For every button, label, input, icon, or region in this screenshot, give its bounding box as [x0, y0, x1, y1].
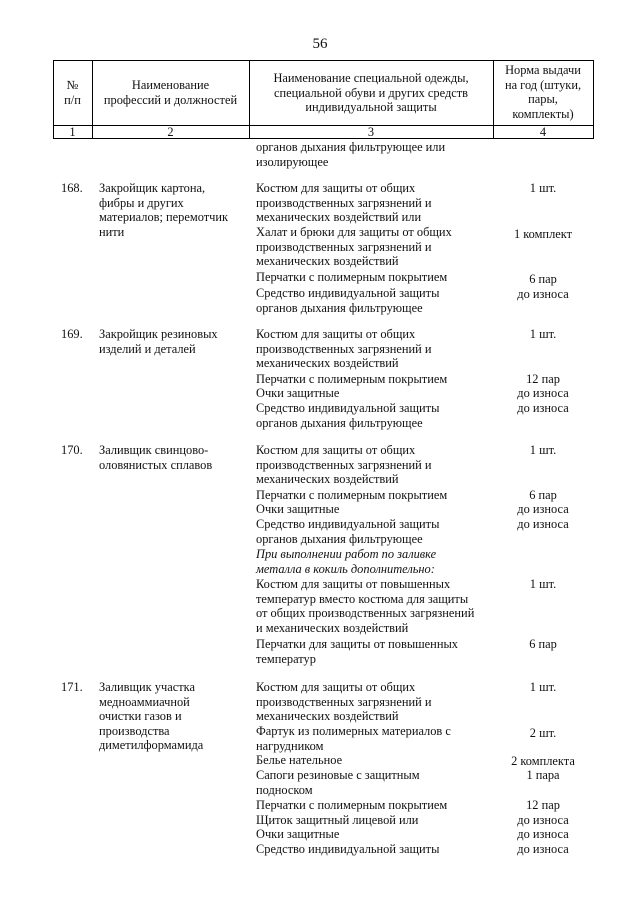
col-number-3: 3	[367, 125, 375, 139]
entry-norm: 12 пар	[526, 372, 560, 386]
entry-norm: 2 шт.	[529, 726, 557, 740]
entry-item: Средство индивидуальной защиты органов дыхания фильтрующее	[256, 286, 440, 315]
entry-item: Белье нательное	[256, 753, 343, 767]
entry-item: Средство индивидуальной защиты	[256, 842, 440, 856]
entry-norm: до износа	[517, 287, 569, 301]
header-profession: Наименование профессий и должностей	[103, 78, 238, 107]
col-number-2: 2	[167, 125, 174, 139]
entry-item: Перчатки с полимерным покрытием	[256, 488, 448, 502]
entry-item: Средство индивидуальной защиты органов дыхания фильтрующее	[256, 401, 440, 430]
entry-norm: 1 шт.	[529, 181, 557, 195]
entry-norm: 1 шт.	[529, 680, 557, 694]
table-top-border	[53, 60, 594, 61]
entry-norm: до износа	[517, 401, 569, 415]
header-norm: Норма выдачи на год (штуки, пары, комплекты)	[504, 63, 582, 121]
header-items: Наименование специальной одежды, специальной обуви и других средств индивидуальной защиты	[273, 71, 469, 115]
entry-norm: до износа	[517, 386, 569, 400]
entry-profession: Закройщик резиновых изделий и деталей	[99, 327, 218, 356]
header-num: № п/п	[64, 78, 81, 107]
entry-norm: до износа	[517, 842, 569, 856]
entry-item: Фартук из полимерных материалов с нагрудником	[256, 724, 451, 753]
entry-norm: до износа	[517, 813, 569, 827]
entry-item: Перчатки с полимерным покрытием	[256, 372, 448, 386]
entry-profession: Заливщик свинцово- оловянистых сплавов	[99, 443, 213, 472]
entry-item: Средство индивидуальной защиты органов дыхания фильтрующее	[256, 517, 440, 546]
entry-num: 168.	[61, 181, 83, 195]
entry-norm: 6 пар	[529, 488, 557, 502]
entry-num: 169.	[61, 327, 83, 341]
entry-norm: 1 комплект	[513, 227, 573, 241]
col-number-1: 1	[69, 125, 76, 139]
entry-note: При выполнении работ по заливке металла в кокиль дополнительно:	[256, 547, 437, 576]
entry-norm: до износа	[517, 827, 569, 841]
entry-item: Костюм для защиты от общих производственных загрязнений и механических воздействий	[256, 680, 432, 724]
entry-profession: Закройщик картона, фибры и других материалов; перемотчик нити	[99, 181, 229, 239]
col-number-4: 4	[539, 125, 547, 139]
entry-num: 170.	[61, 443, 83, 457]
entry-item: Перчатки с полимерным покрытием	[256, 798, 448, 812]
entry-item: Костюм для защиты от общих производственных загрязнений и механических воздействий или	[256, 181, 432, 225]
entry-item: Перчатки с полимерным покрытием	[256, 270, 448, 284]
entry-norm: 12 пар	[526, 798, 560, 812]
entry-norm: до износа	[517, 517, 569, 531]
entry-item: Щиток защитный лицевой или	[256, 813, 419, 827]
entry-item: Перчатки для защиты от повышенных температур	[256, 637, 458, 666]
entry-profession: Заливщик участка медноаммиачной очистки газов и производства диметилформамида	[99, 680, 204, 753]
continuation-item: органов дыхания фильтрующее или изолирующее	[256, 140, 446, 169]
entry-norm: 6 пар	[529, 272, 557, 286]
entry-norm: 1 шт.	[529, 443, 557, 457]
entry-item: Сапоги резиновые с защитным подноском	[256, 768, 420, 797]
entry-item: Костюм для защиты от повышенных температур вместо костюма для защиты от общих производственных загрязнений и механических воздействий	[256, 577, 475, 635]
entry-item: Костюм для защиты от общих производственных загрязнений и механических воздействий	[256, 327, 432, 371]
entry-norm: 1 шт.	[529, 327, 557, 341]
entry-norm: 1 пара	[526, 768, 560, 782]
entry-norm: 1 шт.	[529, 577, 557, 591]
entry-item: Очки защитные	[256, 502, 340, 516]
entry-norm: до износа	[517, 502, 569, 516]
entry-num: 171.	[61, 680, 83, 694]
entry-item: Халат и брюки для защиты от общих производственных загрязнений и механических воздействий	[256, 225, 452, 269]
entry-item: Очки защитные	[256, 827, 340, 841]
entry-item: Очки защитные	[256, 386, 340, 400]
entry-item: Костюм для защиты от общих производственных загрязнений и механических воздействий	[256, 443, 432, 487]
entry-norm: 6 пар	[529, 637, 557, 651]
entry-norm: 2 комплекта	[511, 754, 575, 768]
page-number: 56	[312, 36, 328, 52]
header-col-line-4	[593, 60, 594, 139]
